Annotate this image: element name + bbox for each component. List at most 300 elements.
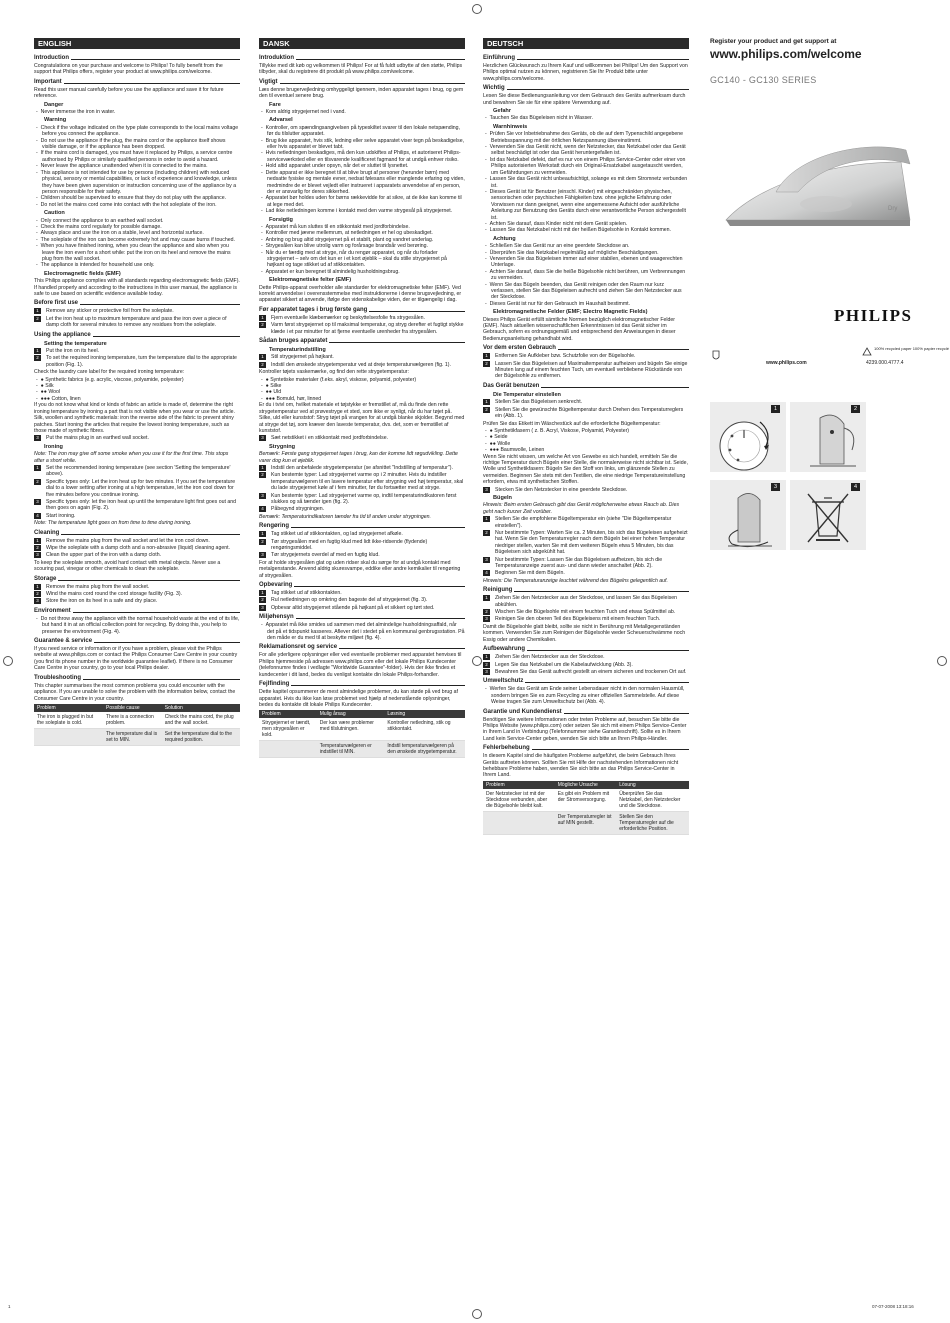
bullet-dash: - [261, 230, 266, 237]
step-item [485, 609, 689, 616]
list-item [485, 188, 689, 221]
paragraph: Wenn Sie nicht wissen, um welche Art von Gewebe es sich handelt, ermitteln Sie die richtige Temperatur durch Bügeln einer Stelle, die normalerweise nicht sichtbar ist. Seide, Wolle und Synthetikfasern: Bügeln Sie den Stoff von links, um glänzende Stellen zu vermeiden. Beginnen Sie stets mit den Textilien, die eine niedrige Temperatureinstellung erfordern, etwa mit synthetischen Stoffen. [483, 453, 688, 486]
crop-mark-icon [472, 4, 482, 14]
iron-product-image [716, 132, 916, 242]
list-item-text: Do not throw away the appliance with the normal household waste at the end of its life, but hand it in at an official collection point for recycling. By doing this, you help to preserve the environment (Fig. 4). [40, 615, 240, 635]
section-title: Garantie und Kundendienst [483, 708, 562, 715]
crop-mark-icon [3, 656, 13, 666]
bullet-dash: - [261, 249, 266, 256]
section-title: Using the appliance [34, 331, 91, 338]
subsection-title: Bügeln [493, 494, 512, 501]
cleaning-heading [34, 530, 240, 537]
section-title: Before first use [34, 300, 79, 307]
step-number: 2 [483, 530, 490, 536]
troubleshooting-table [259, 710, 465, 758]
section-title: Sådan bruges apparatet [259, 338, 328, 345]
list-item [261, 169, 465, 196]
step-text: Remove any sticker or protective foil from the soleplate. [46, 308, 174, 315]
bullet-dash: - [36, 223, 41, 230]
table-cell: There is a connection problem. [103, 712, 162, 729]
bullet-dash: - [261, 163, 266, 170]
column-english [34, 38, 240, 746]
list-item [36, 150, 240, 163]
list-item [485, 300, 689, 307]
step-number: 4 [483, 570, 490, 576]
step-number: 2 [34, 591, 41, 597]
list-item-text: Achten Sie darauf, dass Kinder nicht mit dem Gerät spielen. [489, 220, 628, 227]
table-cell: Überprüfen Sie das Netzkabel, den Netzstecker und die Steckdose. [616, 789, 689, 812]
list-item [485, 144, 689, 157]
section-title: Troubleshooting [34, 674, 81, 681]
paragraph: Hinweis: Beim ersten Gebrauch gibt das Gerät möglicherweise etwas Rauch ab. Dies geht nach kurzer Zeit vorüber. [483, 502, 680, 515]
step-number: 3 [483, 557, 490, 563]
step-number: 3 [34, 499, 41, 505]
list-item-text: Dieses Gerät ist nur für den Gebrauch im Haushalt bestimmt. [489, 300, 631, 307]
step-text: Put the mains plug in an earthed wall socket. [46, 435, 149, 442]
recycle-icon [862, 347, 872, 357]
list-item-text: Apparatet er kun beregnet til almindelig husholdningsbrug. [265, 268, 400, 275]
subsection-title: Temperaturindstilling [269, 347, 326, 354]
header-block [710, 38, 916, 85]
step-text: Ziehen Sie den Netzstecker aus der Steckdose. [495, 654, 605, 661]
list-item-text: Verwenden Sie das Gerät nicht, wenn der Netzstecker, das Netzkabel oder das Gerät selbst beschädigt ist oder das Gerät heruntergefallen ist. [489, 144, 686, 157]
list-item [485, 115, 689, 122]
section-rule [34, 534, 240, 535]
section-rule [259, 83, 465, 84]
step-item [261, 552, 465, 559]
using-appliance-heading [34, 332, 240, 339]
step-text: Remove the mains plug from the wall socket. [46, 583, 150, 590]
step-item [485, 399, 689, 406]
before-first-use-heading [259, 307, 465, 314]
paragraph: Note: The temperature light goes on from time to time during ironing. [34, 520, 192, 527]
bullet-dash: - [261, 268, 266, 275]
step-number: 2 [483, 662, 490, 668]
list-item-text: The appliance is intended for household use only. [40, 262, 155, 269]
bullet-dash: - [261, 383, 266, 390]
guarantee-heading [259, 644, 465, 651]
step-text: Clean the upper part of the iron with a damp cloth. [46, 552, 162, 559]
list-item [36, 124, 240, 138]
list-item [36, 109, 240, 116]
step-number: 1 [34, 308, 41, 314]
bullet-dash: - [261, 208, 266, 215]
register-text: Register your product and get support at [710, 38, 837, 45]
step-item [485, 360, 689, 380]
step-text: Reinigen Sie den oberen Teil des Bügeleisens mit einem feuchten Tuch. [495, 616, 661, 623]
section-rule [483, 89, 689, 90]
step-text: Set the recommended ironing temperature (see section 'Setting the temperature' above). [46, 464, 231, 478]
table-row [483, 789, 689, 812]
step-number: 2 [483, 609, 490, 615]
philips-website[interactable]: www.philips.com [766, 360, 807, 366]
step-text: Wind the mains cord round the cord storage facility (Fig. 3). [46, 591, 183, 598]
figure-number: 4 [851, 483, 860, 491]
list-item-text: Werfen Sie das Gerät am Ende seiner Lebensdauer nicht in den normalen Hausmüll, sondern bringen Sie es zum Recycling zu einer offiziellen Sammelstelle. Auf diese Weise tragen Sie zum Umweltschutz bei (Abb. 4). [489, 686, 685, 706]
list-item [485, 686, 689, 706]
list-item [36, 201, 240, 208]
step-text: Tag stikket ud af stikkontakten. [271, 590, 342, 597]
subsection-title: Danger [44, 101, 64, 108]
step-number: 2 [34, 355, 41, 361]
step-number: 1 [259, 315, 266, 321]
step-item [485, 595, 689, 608]
step-item [261, 354, 465, 361]
list-item-text: Apparatet må kun sluttes til en stikkontakt med jordforbindelse. [265, 223, 410, 230]
storage-heading [259, 582, 465, 589]
subsection-title: Warning [44, 117, 67, 124]
step-item [485, 486, 689, 493]
paragraph: Prüfen Sie das Etikett im Wäschestück auf die erforderliche Bügeltemperatur: [483, 420, 661, 427]
step-item [36, 435, 240, 442]
step-number: 3 [34, 598, 41, 604]
bullet-dash: - [261, 389, 266, 396]
bullet-dash: - [261, 236, 266, 243]
step-number: 2 [259, 539, 266, 545]
footer-date: 07-07-2008 13:18:16 [872, 1304, 914, 1309]
bullet-dash: - [485, 255, 490, 262]
storage-heading [483, 646, 689, 653]
list-item-text: Kom aldrig strygejernet ned i vand. [265, 109, 346, 116]
step-item [36, 545, 240, 551]
step-item [36, 308, 240, 315]
step-number: 3 [483, 669, 490, 675]
paragraph: If you do not know what kind or kinds of fabric an article is made of, determine the right ironing temperature by ironing a part that is not visible when you wear or use the article. Silk, woollen and synthetic materials: iron the reverse side of the fabric to prevent shiny patches. Start ironing the articles that require the lowest ironing temperature, such as those made of synthetic fibres. [34, 402, 235, 434]
step-text: Nur bestimmte Typen: Warten Sie ca. 2 Minuten, bis sich das Bügeleisen aufgeheizt hat. Wenn Sie den Temperaturregler nach dem Bügeln bei einer hohen Temperatur niedriger stellen, warten Sie mit dem weiteren Bügeln etwa 5 Minuten, bis das Bügeleisen sich abgekühlt hat. [495, 530, 688, 556]
cleaning-heading [259, 523, 465, 530]
paragraph: Note: The iron may give off some smoke when you use it for the first time. This stops after a short while. [34, 451, 229, 464]
troubleshooting-table [34, 704, 240, 746]
bullet-dash: - [36, 195, 41, 202]
step-number: 4 [259, 506, 266, 512]
step-item [36, 512, 240, 519]
list-item-text: ●● Wool [40, 389, 61, 396]
step-text: Påbegynd strygningen. [271, 506, 325, 513]
bullet-dash: - [261, 376, 266, 383]
section-title: Introduktion [259, 55, 294, 61]
list-item-text: Hvis netledningen beskadiges, må den kun udskiftes af Philips, et autoriseret Philips-serviceværksted eller en tilsvarende kvalificeret fagmand for at undgå enhver risiko. [265, 150, 461, 163]
list-item [261, 249, 465, 269]
step-item [261, 361, 465, 368]
list-item-text: Achten Sie darauf, dass Sie die heiße Bügelsohle nicht berühren, um Verbrennungen zu vermeiden. [489, 268, 686, 282]
column-dansk [259, 38, 465, 758]
list-item [261, 150, 465, 163]
list-item [485, 131, 689, 144]
list-item-text: Do not let the mains cord come into contact with the hot soleplate of the iron. [40, 201, 217, 208]
table-row [34, 712, 240, 729]
list-item-text: ●●● Cotton, linen [40, 395, 81, 402]
section-title: Reklamationsret og service [259, 644, 338, 651]
section-title: Rengøring [259, 523, 289, 530]
table-cell: The iron is plugged in but the soleplate is cold. [34, 712, 103, 729]
step-number: 4 [34, 513, 41, 519]
bullet-dash: - [36, 262, 41, 269]
table-header-cell: Mulig årsag [317, 710, 385, 718]
bullet-dash: - [36, 137, 41, 144]
step-item [36, 583, 240, 590]
using-appliance-heading [259, 338, 465, 345]
list-item-text: Only connect the appliance to an earthed wall socket. [40, 217, 164, 224]
list-item-text: ● Silk [40, 383, 54, 390]
list-item [261, 208, 465, 215]
figure-number: 3 [771, 483, 780, 491]
paragraph: Bemærk: Temperaturindikatoren tænder fra tid til anden under strygningen. [259, 513, 431, 520]
troubleshooting-heading [34, 675, 240, 682]
guarantee-heading [34, 638, 240, 645]
step-number: 1 [483, 399, 490, 405]
column-deutsch [483, 38, 689, 835]
list-item-text: Lad ikke netledningen komme i kontakt med den varme strygesål på strygejernet. [265, 208, 453, 215]
list-item [261, 195, 465, 208]
paragraph: Dette kapitel opsummerer de mest almindelige problemer, du kan støde på ved brug af apparatet. Hvis du ikke kan løse problemet ved hjælp af nedenstående oplysninger, bedes du kontakte dit lokale Philips Kundecenter. [259, 689, 458, 708]
step-text: Entfernen Sie Aufkleber bzw. Schutzfolie von der Bügelsohle. [495, 353, 636, 360]
table-cell: Der kan være problemer med tilslutningen. [317, 718, 385, 741]
step-number: 3 [259, 552, 266, 558]
figure-number: 1 [771, 405, 780, 413]
table-header-cell: Mögliche Ursache [555, 781, 617, 789]
table-row [259, 718, 465, 741]
step-text: Tør strygejernets overdel af med en fugtig klud. [271, 552, 380, 559]
bullet-dash: - [261, 169, 266, 176]
step-text: Put the iron on its heel. [46, 348, 100, 355]
step-text: Indstil den ønskede strygetemperatur ved at dreje temperaturvælgeren (fig. 1). [271, 361, 451, 368]
list-item-text: Lassen Sie das Gerät nicht unbeaufsichtigt, solange es mit dem Stromnetz verbunden ist. [489, 176, 688, 189]
table-cell: Der Temperaturregler ist auf MIN gestellt. [555, 811, 617, 834]
subsection-title: Warnhinweis [493, 123, 528, 130]
list-item-text: ●● Uld [265, 389, 282, 396]
list-item-text: Når du er færdig med at stryge, når du rengør apparatet, og når du forlader strygejernet – selv om det kun er i et kort øjeblik – skal du stille strygejernet på højkant og tage stikket ud af stikkontakten. [265, 249, 447, 269]
step-item [485, 668, 689, 675]
paragraph: If you need service or information or if you have a problem, please visit the Philips website at www.philips.com or contact the Philips Consumer Care Centre in your country (you find its phone number in the worldwide guarantee leaflet). If there is no Consumer Care Centre in your country, go to your local Philips dealer. [34, 646, 238, 672]
list-item [36, 615, 240, 635]
table-header-cell: Possible cause [103, 704, 162, 712]
important-heading [259, 79, 465, 86]
list-item [485, 281, 689, 301]
section-title: Reinigung [483, 587, 513, 594]
step-item [261, 538, 465, 552]
step-text: Kun bestemte typer: Lad strygejernet varme op, indtil temperaturindikatoren først slukkes og så tænder igen (fig. 2). [271, 492, 457, 505]
language-title: DEUTSCH [483, 38, 689, 49]
list-item-text: Dieses Gerät ist für Benutzer (einschl. Kinder) mit eingeschränkten physischen, sensorischen oder psychischen Fähigkeiten bzw. ohne jegliche Erfahrung oder Vorwissen nur dann geeignet, wenn eine angemessene Aufsicht oder ausführliche Anleitung zur Benutzung des Geräts durch eine verantwortliche Person sichergestellt ist. [489, 188, 686, 221]
table-cell: Check the mains cord, the plug and the wall socket. [162, 712, 240, 729]
step-text: Let the iron heat up to maximum temperature and pass the iron over a piece of damp cloth for several minutes to remove any residues from the soleplate. [46, 315, 227, 329]
step-text: Beginnen Sie mit dem Bügeln. [495, 570, 565, 577]
step-number: 1 [483, 595, 490, 601]
list-item-text: ●● Wolle [489, 440, 511, 447]
paragraph: For at holde strygesålen glat og uden ridser skal du sørge for at undgå kontakt med metalgenstande. Anvend aldrig skuresvampe, eddike eller andre kemikalier til rengøring af strygesålen. [259, 559, 461, 579]
list-item [261, 109, 465, 116]
bullet-dash: - [36, 395, 41, 402]
section-title: Important [34, 78, 62, 85]
section-title: Das Gerät benutzen [483, 382, 540, 389]
table-header-cell: Problem [483, 781, 555, 789]
welcome-url[interactable]: www.philips.com/welcome [710, 47, 862, 61]
list-item-text: Überprüfen Sie das Netzkabel regelmäßig auf mögliche Beschädigungen. [489, 249, 659, 256]
list-item [261, 268, 465, 275]
introduction-heading [483, 55, 689, 62]
bullet-dash: - [485, 176, 490, 183]
list-item [485, 227, 689, 234]
figure-4 [790, 480, 866, 550]
table-header-row [34, 704, 240, 712]
subsection-title: Gefahr [493, 108, 512, 115]
step-item [36, 464, 240, 478]
table-cell: The temperature dial is set to MIN. [103, 728, 162, 745]
subsection-title: Elektromagnetiske felter (EMF) [269, 277, 352, 284]
step-text: Specific types only: let the iron heat up until the temperature light first goes out and then goes on again (Fig. 2). [46, 498, 237, 512]
section-title: Miljøhensyn [259, 614, 294, 621]
bullet-dash: - [261, 395, 266, 402]
list-item-text: ●●● Bomuld, hør, linned [265, 395, 322, 402]
step-item [485, 516, 689, 529]
paragraph: Tillykke med dit køb og velkommen til Philips! For at få fuldt udbytte af den støtte, Philips tilbyder, skal du registrere dit produkt på www.philips.com/welcome. [259, 63, 463, 76]
step-text: Ziehen Sie den Netzstecker aus der Steckdose, und lassen Sie das Bügeleisen abkühlen. [495, 595, 677, 608]
bullet-dash: - [485, 281, 490, 288]
bullet-dash: - [485, 144, 490, 151]
bullet-dash: - [485, 156, 490, 163]
paragraph: Hinweis: Die Temperaturanzeige leuchtet während des Bügelns gelegentlich auf. [483, 577, 668, 584]
step-text: Bewahren Sie das Gerät aufrecht gestellt an einem sicheren und trockenen Ort auf. [495, 668, 687, 675]
step-text: Fjern eventuelle klæbemærker og beskyttelsesfolie fra strygesålen. [271, 314, 425, 321]
list-item-text: Apparatet må ikke smides ud sammen med det almindelige husholdningsaffald, når det på et tidspunkt kasseres. Aflever det i stedet på en kommunal genbrugsstation. På den måde er du med til at beskytte miljøet (fig. 4). [265, 622, 465, 642]
step-item [36, 478, 240, 498]
step-number: 1 [483, 516, 490, 522]
section-title: Wichtig [483, 85, 505, 92]
list-item-text: Kontroller, om spændingsangivelsen på typeskiltet svarer til den lokale netspænding, før du tilslutter apparatet. [265, 124, 460, 138]
footer-page-number: 1 [8, 1304, 11, 1309]
bullet-dash: - [485, 227, 490, 234]
list-item-text: This appliance is not intended for use by persons (including children) with reduced physical, sensory or mental capabilities, or lack of experience and knowledge, unless they have been given supervision or instruction concerning use of the appliance by a person responsible for their safety. [40, 169, 237, 195]
bullet-dash: - [485, 427, 490, 434]
bullet-dash: - [36, 376, 41, 383]
list-item-text: If the mains cord is damaged, you must have it replaced by Philips, a service centre authorised by Philips or similarly qualified persons in order to avoid a hazard. [40, 150, 233, 163]
step-text: Varm først strygejernet op til maksimal temperatur, og stryg derefter et fugtigt stykke klæde i et par minutter for at fjerne eventuelle urenheder fra strygesålen. [271, 322, 464, 335]
table-header-cell: Løsning [384, 710, 465, 718]
storage-heading [34, 576, 240, 583]
environment-heading [483, 678, 689, 685]
step-item [261, 435, 465, 442]
table-cell [259, 741, 317, 758]
bullet-dash: - [36, 230, 41, 237]
list-item-text: ● Synthetikfasern ( z. B. Acryl, Viskose, Polyamid, Polyester) [489, 427, 630, 434]
step-text: Stellen Sie die gewünschte Bügeltemperatur durch Drehen des Temperaturreglers ein (Abb. 1). [495, 406, 684, 420]
bullet-dash: - [36, 150, 41, 157]
step-item [261, 472, 465, 492]
list-item [485, 255, 689, 269]
language-title: ENGLISH [34, 38, 240, 49]
bullet-dash: - [485, 188, 490, 195]
bullet-dash: - [36, 169, 41, 176]
table-cell [34, 728, 103, 745]
list-item-text: Tauchen Sie das Bügeleisen nicht in Wasser. [489, 115, 593, 122]
bullet-dash: - [485, 131, 490, 138]
table-header-cell: Problem [259, 710, 317, 718]
troubleshooting-heading [259, 681, 465, 688]
paragraph: Benötigen Sie weitere Informationen oder treten Probleme auf, besuchen Sie bitte die Philips Website (www.philips.com) oder setzen Sie sich mit einem Philips Service-Center in Ihrem Land in Verbindung (Telefonnummer siehe Garantieschrift). Sollte es in Ihrem Land kein Service-Center geben, wenden Sie sich bitte an Ihren Philips-Händler. [483, 716, 687, 742]
step-number: 1 [34, 538, 41, 544]
step-number: 3 [259, 605, 266, 611]
table-header-cell: Solution [162, 704, 240, 712]
list-item-text: Check if the voltage indicated on the type plate corresponds to the local mains voltage before you connect the appliance. [40, 124, 239, 138]
environment-heading [259, 614, 465, 621]
table-header-cell: Problem [34, 704, 103, 712]
step-item [36, 537, 240, 544]
section-title: Opbevaring [259, 582, 293, 589]
step-item [261, 492, 465, 506]
iron-label: Dry [888, 206, 898, 212]
list-item-text: Strygesålen kan blive utrolig varm og forårsage brandsår ved berøring. [265, 243, 428, 250]
bullet-dash: - [485, 220, 490, 227]
list-item-text: Apparatet bør holdes uden for børns rækkevidde for at sikre, at de ikke kan komme til at lege med det. [265, 195, 462, 208]
bullet-dash: - [485, 268, 490, 275]
step-item [261, 604, 465, 611]
list-item-text: The soleplate of the iron can become extremely hot and may cause burns if touched. [40, 236, 235, 243]
section-title: Vor dem ersten Gebrauch [483, 345, 556, 352]
step-item [261, 531, 465, 538]
paragraph: Bemærk: Første gang strygejernet tages i brug, kan der komme lidt røgudvikling. Dette varer dog kun et øjeblik. [259, 451, 458, 464]
list-item-text: Do not use the appliance if the plug, the mains cord or the appliance itself shows visible damage, or if the appliance has been dropped. [40, 137, 226, 151]
list-item-text: Ist das Netzkabel defekt, darf es nur von einem Philips Service-Center oder einer von Philips autorisierten Werkstatt durch ein Original-Ersatzkabel ausgetauscht werden, um Gefährdungen zu vermeiden. [489, 156, 686, 176]
list-item [36, 243, 240, 262]
step-number: 2 [259, 597, 266, 603]
figure-3 [710, 480, 786, 550]
table-cell: Kontroller netledning, stik og stikkontakt. [384, 718, 465, 741]
step-item [36, 498, 240, 512]
step-item [485, 661, 689, 668]
step-item [485, 406, 689, 420]
paragraph: Lesen Sie diese Bedienungsanleitung vor dem Gebrauch des Geräts aufmerksam durch und bewahren Sie sie für eine spätere Verwendung auf. [483, 93, 686, 106]
step-item [36, 591, 240, 598]
list-item-text: ● Synthetic fabrics (e.g. acrylic, viscose, polyamide, polyester) [40, 376, 184, 383]
list-item [485, 156, 689, 176]
bullet-dash: - [485, 243, 490, 250]
list-item-text: ● Silke [265, 383, 282, 390]
bullet-dash: - [485, 440, 490, 447]
step-number: 3 [34, 435, 41, 441]
paragraph: Congratulations on your purchase and welcome to Philips! To fully benefit from the support that Philips offers, register your product at www.philips.com/welcome. [34, 63, 223, 76]
troubleshooting-table [483, 781, 689, 835]
step-text: Store the iron on its heel in a safe and dry place. [46, 598, 158, 605]
step-item [36, 598, 240, 605]
list-item [261, 124, 465, 138]
paragraph: To keep the soleplate smooth, avoid hard contact with metal objects. Never use a scouring pad, vinegar or other chemicals to clean the soleplate. [34, 559, 221, 573]
step-number: 3 [483, 487, 490, 493]
bullet-dash: - [261, 243, 266, 250]
list-item-text: ● Seide [489, 434, 508, 441]
important-heading [483, 85, 689, 92]
section-title: Før apparatet tages i brug første gang [259, 306, 368, 313]
subsection-title: Achtung [493, 235, 516, 242]
section-title: Cleaning [34, 529, 60, 536]
introduction-heading [34, 55, 240, 62]
list-item-text: Prüfen Sie vor Inbetriebnahme des Geräts, ob die auf dem Typenschild angegebene Betriebsspannung mit der örtlichen Netzspannung übereinstimmt. [489, 131, 684, 144]
step-text: Kun bestemte typer: Lad strygejernet varme op i 2 minutter. Hvis du indstiller temperaturvælgeren til en lavere temperatur efter strygning ved høj temperatur, skal du lade strygejernet køle af i fem minutter, før du fortsætter med at stryge. [271, 472, 464, 492]
bullet-dash: - [36, 217, 41, 224]
step-text: Lassen Sie das Bügeleisen auf Maximaltemperatur aufheizen und bügeln Sie einige Minuten lang auf einem feuchten Tuch, um eventuell verbliebene Rückstände von der Bügelsohle zu entfernen. [495, 360, 688, 380]
bullet-dash: - [261, 150, 266, 157]
step-number: 1 [259, 354, 266, 360]
paragraph: This chapter summarises the most common problems you could encounter with the appliance. If you are unable to solve the problem with the information below, contact the Consumer Care Centre in your country. [34, 682, 236, 702]
section-title: Fejlfinding [259, 681, 290, 688]
bullet-dash: - [36, 236, 41, 243]
step-item [485, 616, 689, 623]
step-number: 1 [483, 654, 490, 660]
list-item-text: Never leave the appliance unattended when it is connected to the mains. [40, 163, 208, 170]
step-number: 2 [259, 472, 266, 478]
bullet-dash: - [36, 383, 41, 390]
table-cell: Es gibt ein Problem mit der Stromversorgung. [555, 789, 617, 812]
step-text: Stil strygejernet på højkant. [271, 354, 334, 361]
